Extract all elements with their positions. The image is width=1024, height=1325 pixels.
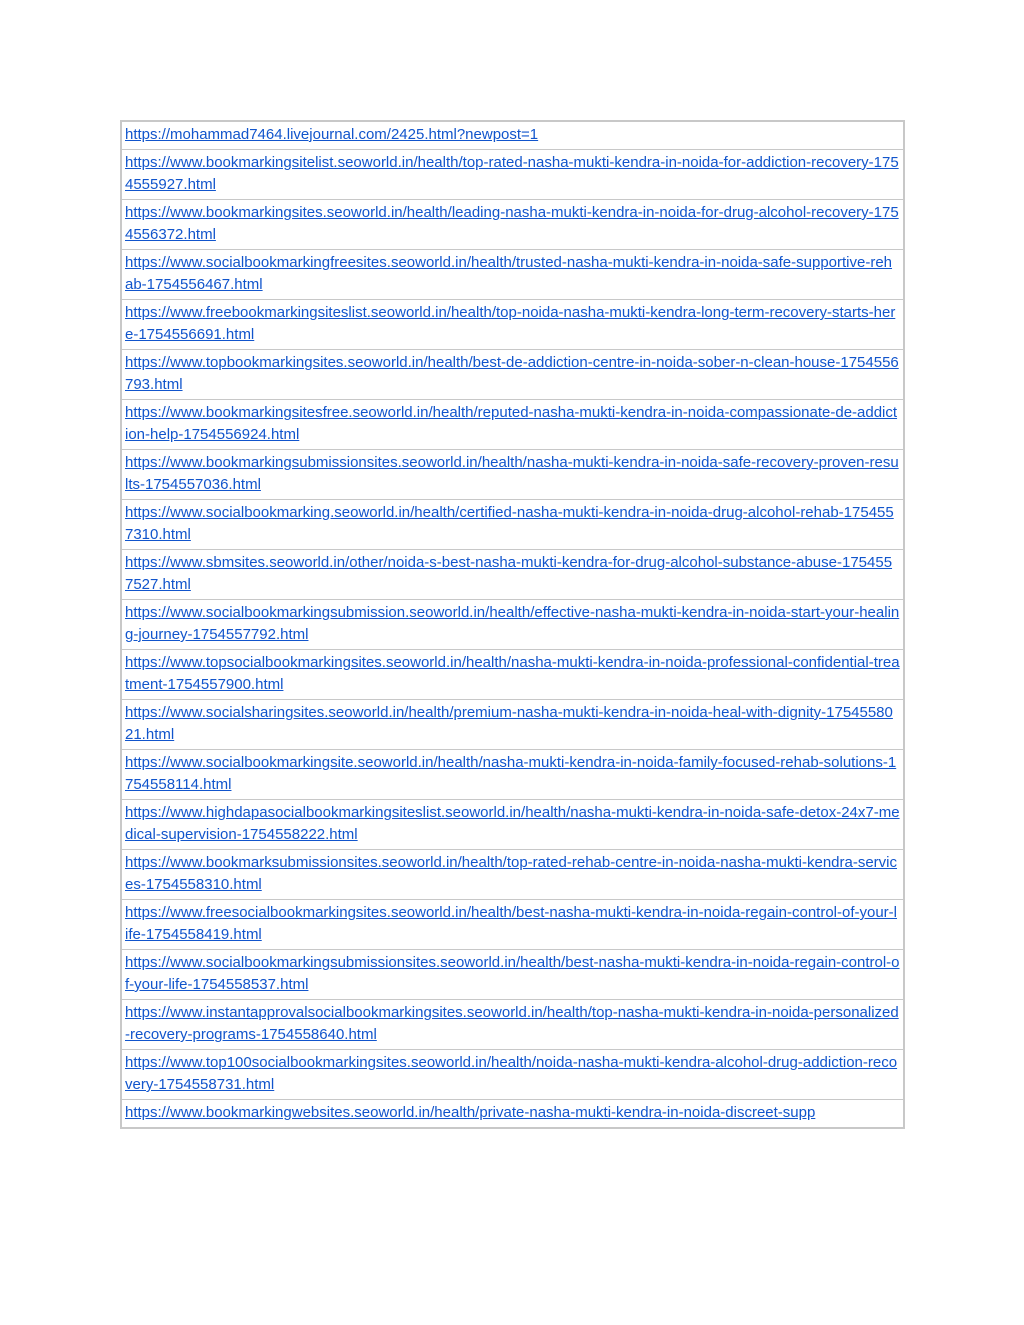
table-row [121, 900, 904, 950]
link[interactable]: https://www.topsocialbookmarkingsites.seoworld.in/health/nasha-mukti-kendra-in-noida-professional-confidential-treatment-1754557900.html [125, 654, 900, 693]
table-cell [121, 121, 904, 150]
table-cell [121, 1100, 904, 1129]
table-row [121, 500, 904, 550]
links-table [120, 120, 905, 1129]
table-cell [121, 1000, 904, 1050]
link[interactable]: https://www.bookmarkingsubmissionsites.seoworld.in/health/nasha-mukti-kendra-in-noida-safe-recovery-proven-results-1754557036.html [125, 454, 899, 493]
table-cell [121, 950, 904, 1000]
table-cell [121, 450, 904, 500]
table-row [121, 200, 904, 250]
link[interactable]: https://www.socialbookmarking.seoworld.in/health/certified-nasha-mukti-kendra-in-noida-drug-alcohol-rehab-1754557310.html [125, 504, 894, 543]
table-cell [121, 500, 904, 550]
table-row [121, 300, 904, 350]
link[interactable]: https://www.socialbookmarkingsubmissionsites.seoworld.in/health/best-nasha-mukti-kendra-in-noida-regain-control-of-your-life-1754558537.html [125, 954, 900, 993]
table-cell [121, 600, 904, 650]
table-row [121, 350, 904, 400]
table-row [121, 1100, 904, 1129]
table-cell [121, 350, 904, 400]
table-row [121, 1000, 904, 1050]
table-cell [121, 800, 904, 850]
table-row [121, 1050, 904, 1100]
link[interactable]: https://www.freebookmarkingsiteslist.seoworld.in/health/top-noida-nasha-mukti-kendra-long-term-recovery-starts-here-1754556691.html [125, 304, 896, 343]
table-cell [121, 650, 904, 700]
link[interactable]: https://www.freesocialbookmarkingsites.seoworld.in/health/best-nasha-mukti-kendra-in-noida-regain-control-of-your-life-1754558419.html [125, 904, 898, 943]
table-row [121, 800, 904, 850]
table-row [121, 250, 904, 300]
link[interactable]: https://www.bookmarkingwebsites.seoworld.in/health/private-nasha-mukti-kendra-in-noida-discreet-supp [125, 1104, 816, 1121]
table-cell [121, 900, 904, 950]
link[interactable]: https://www.bookmarksubmissionsites.seoworld.in/health/top-rated-rehab-centre-in-noida-nasha-mukti-kendra-services-1754558310.html [125, 854, 898, 893]
link[interactable]: https://www.bookmarkingsites.seoworld.in/health/leading-nasha-mukti-kendra-in-noida-for-drug-alcohol-recovery-1754556372.html [125, 204, 899, 243]
link[interactable]: https://mohammad7464.livejournal.com/2425.html?newpost=1 [125, 126, 539, 143]
table-row [121, 121, 904, 150]
table-cell [121, 400, 904, 450]
table-row [121, 850, 904, 900]
link[interactable]: https://www.bookmarkingsitesfree.seoworld.in/health/reputed-nasha-mukti-kendra-in-noida-compassionate-de-addiction-help-1754556924.html [125, 404, 898, 443]
link[interactable]: https://www.socialbookmarkingsubmission.seoworld.in/health/effective-nasha-mukti-kendra-in-noida-start-your-healing-journey-1754557792.html [125, 604, 900, 643]
table-row [121, 400, 904, 450]
table-cell [121, 150, 904, 200]
table-cell [121, 750, 904, 800]
link[interactable]: https://www.topbookmarkingsites.seoworld.in/health/best-de-addiction-centre-in-noida-sober-n-clean-house-1754556793.html [125, 354, 899, 393]
table-row [121, 750, 904, 800]
table-cell [121, 550, 904, 600]
link[interactable]: https://www.top100socialbookmarkingsites.seoworld.in/health/noida-nasha-mukti-kendra-alcohol-drug-addiction-recovery-1754558731.html [125, 1054, 898, 1093]
link[interactable]: https://www.socialbookmarkingsite.seoworld.in/health/nasha-mukti-kendra-in-noida-family-focused-rehab-solutions-1754558114.html [125, 754, 897, 793]
table-cell [121, 200, 904, 250]
table-row [121, 600, 904, 650]
link[interactable]: https://www.socialsharingsites.seoworld.in/health/premium-nasha-mukti-kendra-in-noida-heal-with-dignity-1754558021.html [125, 704, 893, 743]
table-cell [121, 250, 904, 300]
table-row [121, 950, 904, 1000]
table-cell [121, 1050, 904, 1100]
link[interactable]: https://www.sbmsites.seoworld.in/other/noida-s-best-nasha-mukti-kendra-for-drug-alcohol-substance-abuse-1754557527.html [125, 554, 893, 593]
link[interactable]: https://www.highdapasocialbookmarkingsiteslist.seoworld.in/health/nasha-mukti-kendra-in-noida-safe-detox-24x7-medical-supervision-1754558222.html [125, 804, 900, 843]
table-cell [121, 700, 904, 750]
link[interactable]: https://www.instantapprovalsocialbookmarkingsites.seoworld.in/health/top-nasha-mukti-kendra-in-noida-personalized-recovery-programs-1754558640.html [125, 1004, 899, 1043]
table-row [121, 150, 904, 200]
table-row [121, 450, 904, 500]
table-cell [121, 850, 904, 900]
table-row [121, 650, 904, 700]
table-row [121, 700, 904, 750]
table-row [121, 550, 904, 600]
table-cell [121, 300, 904, 350]
link[interactable]: https://www.bookmarkingsitelist.seoworld.in/health/top-rated-nasha-mukti-kendra-in-noida-for-addiction-recovery-1754555927.html [125, 154, 899, 193]
link[interactable]: https://www.socialbookmarkingfreesites.seoworld.in/health/trusted-nasha-mukti-kendra-in-noida-safe-supportive-rehab-1754556467.html [125, 254, 893, 293]
